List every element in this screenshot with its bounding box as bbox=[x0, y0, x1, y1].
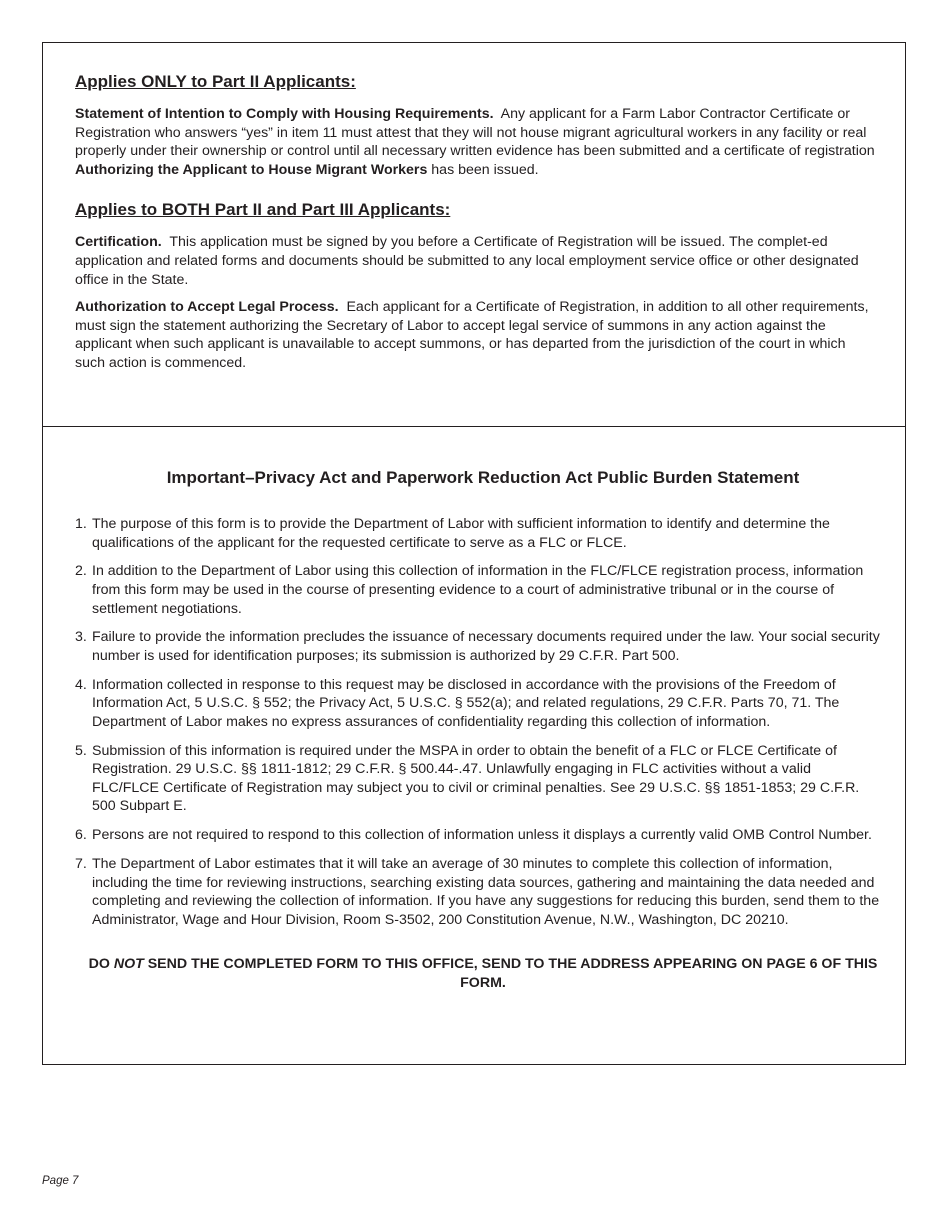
housing-statement-end: has been issued. bbox=[431, 161, 539, 178]
privacy-item bbox=[75, 676, 881, 732]
privacy-item-text: Submission of this information is required under the MSPA in order to obtain the benefit of a FLC or FLCE Certificate of Registration. 29 U.S.C. §§ 1811-1812; 29 C.F.R. § 500.44-.47. Unlawfully engaging in FLC activities without a valid FLC/FLCE Certificate of Registration may subject you to civil or criminal penalties. See 29 U.S.C. §§ 1851-1853; 29 C.F.R. 500 Subpart E. bbox=[92, 742, 860, 815]
privacy-list bbox=[75, 515, 881, 929]
privacy-item bbox=[75, 515, 881, 552]
legal-process-title: Authorization to Accept Legal Process. bbox=[75, 299, 339, 316]
privacy-item-text: In addition to the Department of Labor using this collection of information in the FLC/FLCE registration process, information from this form may be used in the course of presenting evidence to a court of administrative tribunal or in the course of settlement negotiations. bbox=[92, 563, 864, 617]
privacy-item-number: 5. bbox=[75, 742, 87, 759]
privacy-item-text: The Department of Labor estimates that it will take an average of 30 minutes to complete this collection of information, including the time for reviewing instructions, searching existing data sources, gathering and maintaining the data needed and completing and reviewing the collection of information. If you have any suggestions for reducing this burden, send them to the Administrator, Wage and Hour Division, Room S-3502, 200 Constitution Avenue, N.W., Washington, DC 20210. bbox=[92, 856, 880, 928]
privacy-item-number: 2. bbox=[75, 563, 87, 580]
privacy-item-text: The purpose of this form is to provide the Department of Labor with sufficient information to identify and determine the qualifications of the applicant for the requested certificate to serve as a FLC or FLCE. bbox=[92, 516, 830, 551]
mailing-notice-pre: DO bbox=[88, 956, 114, 973]
privacy-title: Important–Privacy Act and Paperwork Reduction Act Public Burden Statement bbox=[166, 468, 800, 487]
privacy-item-text: Failure to provide the information precludes the issuance of necessary documents required under the law. Your social security number is used for identification purposes; its submission is authorized by 29 C.F.R. Part 500. bbox=[92, 629, 880, 664]
mailing-notice-emphasis: NOT bbox=[113, 956, 144, 973]
housing-statement-title: Statement of Intention to Comply with Housing Requirements. bbox=[75, 106, 494, 122]
privacy-item bbox=[75, 826, 881, 845]
certification-statement bbox=[75, 233, 875, 289]
privacy-item-text: Persons are not required to respond to this collection of information unless it displays a currently valid OMB Control Number. bbox=[92, 827, 872, 844]
privacy-item bbox=[75, 855, 881, 929]
housing-statement-bold: Authorizing the Applicant to House Migrant Workers bbox=[75, 161, 428, 178]
housing-statement bbox=[75, 105, 875, 179]
privacy-item-number: 1. bbox=[75, 516, 87, 532]
section-divider bbox=[43, 426, 905, 427]
legal-process-statement bbox=[75, 298, 875, 372]
mailing-notice-post: SEND THE COMPLETED FORM TO THIS OFFICE, SEND TO THE ADDRESS APPEARING ON PAGE 6 OF THIS FORM. bbox=[143, 956, 878, 991]
privacy-item bbox=[75, 628, 881, 665]
certification-title: Certification. bbox=[75, 234, 162, 251]
privacy-statement-section bbox=[75, 467, 881, 993]
certification-body: This application must be signed by you before a Certificate of Registration will be issued. The complet-ed application and related forms and documents should be submitted to any local employment service office or other designated office in the State. bbox=[75, 234, 859, 288]
mailing-notice bbox=[75, 955, 881, 992]
page-number: Page 7 bbox=[42, 1175, 79, 1187]
privacy-item-number: 6. bbox=[75, 827, 87, 844]
privacy-item-number: 7. bbox=[75, 856, 87, 873]
part2-heading: Applies ONLY to Part II Applicants: bbox=[75, 72, 356, 91]
housing-statement-body: Any applicant for a Farm Labor Contractor Certificate or Registration who answers “yes” in item 11 must attest that they will not house migrant agricultural workers in any facility or real properly under their ownership or control until all necessary written evidence has been submitted and a certificate of registration bbox=[75, 106, 875, 160]
form-frame bbox=[42, 42, 906, 1065]
privacy-item bbox=[75, 742, 881, 816]
legal-process-body: Each applicant for a Certificate of Registration, in addition to all other requirements, must sign the statement authorizing the Secretary of Labor to accept legal service of summons in any action against the applicant when such applicant is unavailable to accept summons, or has departed from the jurisdiction of the court in which such action is commenced. bbox=[75, 299, 869, 371]
privacy-item-text: Information collected in response to this request may be disclosed in accordance with the provisions of the Freedom of Information Act, 5 U.S.C. § 552; the Privacy Act, 5 U.S.C. § 552(a); and related regulations, 29 C.F.R. Parts 70, 71. The Department of Labor makes no express assurances of confidentiality regarding this collection of information. bbox=[92, 676, 840, 730]
privacy-item-number: 3. bbox=[75, 629, 87, 646]
both-parts-heading: Applies to BOTH Part II and Part III Applicants: bbox=[75, 200, 451, 220]
privacy-item-number: 4. bbox=[75, 676, 87, 693]
privacy-item bbox=[75, 562, 881, 618]
applicant-requirements-section bbox=[75, 71, 875, 373]
